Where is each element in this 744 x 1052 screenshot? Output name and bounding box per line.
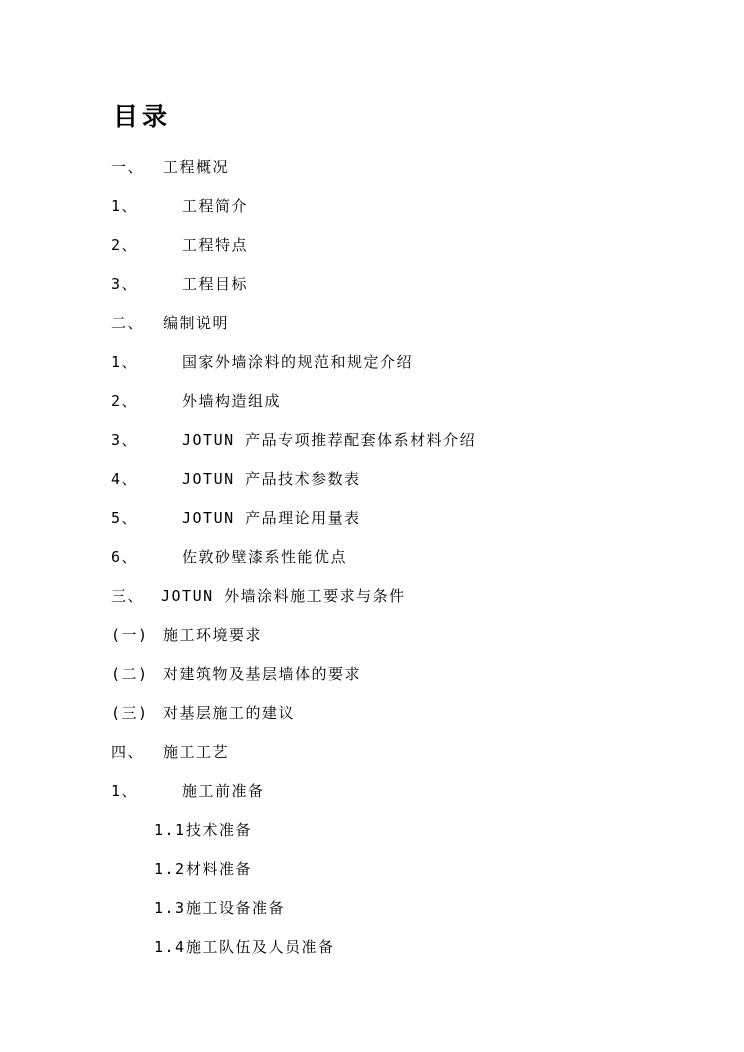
toc-entry-number: 1.1 [154, 821, 186, 839]
toc-entry-number: 3、 [111, 431, 139, 449]
toc-entry-text: 施工队伍及人员准备 [186, 938, 335, 956]
toc-entry-number: 1.2 [154, 860, 186, 878]
toc-entry-number: 4、 [111, 470, 139, 488]
toc-entry-number: 2、 [111, 392, 139, 410]
toc-entry-number: 三、 [111, 587, 145, 605]
toc-entry-text: 工程目标 [182, 275, 249, 293]
toc-entry-text: 工程简介 [182, 197, 249, 215]
toc-entry-text: 对建筑物及基层墙体的要求 [163, 665, 362, 683]
toc-entry-text: 施工环境要求 [163, 626, 263, 644]
toc-entry-number: 6、 [111, 548, 139, 566]
toc-entry-text: JOTUN 外墙涂料施工要求与条件 [161, 587, 406, 605]
toc-entry-number: 5、 [111, 509, 139, 527]
toc-entry-number: 1、 [111, 782, 139, 800]
toc-entry-text: 国家外墙涂料的规范和规定介绍 [182, 353, 414, 371]
toc-entry-text: 工程概况 [163, 158, 230, 176]
toc-entry-text: 外墙构造组成 [182, 392, 282, 410]
toc-entry-number: (一) [111, 626, 149, 644]
toc-entry-number: 3、 [111, 275, 139, 293]
toc-entry-number: 2、 [111, 236, 139, 254]
toc-entry-number: (三) [111, 704, 149, 722]
toc-entry-text: 佐敦砂壁漆系性能优点 [182, 548, 348, 566]
toc-entry-number: 二、 [111, 314, 145, 332]
toc-entry-text: JOTUN 产品技术参数表 [182, 470, 361, 488]
toc-entry-number: 1、 [111, 353, 139, 371]
toc-entry-number: 1、 [111, 197, 139, 215]
toc-entry-text: 施工前准备 [182, 782, 265, 800]
toc-entry-number: (二) [111, 665, 149, 683]
toc-entry-text: JOTUN 产品理论用量表 [182, 509, 361, 527]
toc-entry-text: 材料准备 [186, 860, 253, 878]
toc-entry-text: 施工工艺 [163, 743, 230, 761]
toc-entry-number: 四、 [111, 743, 145, 761]
toc-entry-text: 编制说明 [163, 314, 230, 332]
toc-entry-number: 一、 [111, 158, 145, 176]
toc-entry-number: 1.4 [154, 938, 186, 956]
page-title: 目录 [113, 102, 172, 131]
toc-entry-number: 1.3 [154, 899, 186, 917]
toc-entry-text: 对基层施工的建议 [163, 704, 296, 722]
toc-entry-text: 工程特点 [182, 236, 249, 254]
toc-entry-text: 技术准备 [186, 821, 253, 839]
toc-entry-text: JOTUN 产品专项推荐配套体系材料介绍 [182, 431, 477, 449]
toc-entry-text: 施工设备准备 [186, 899, 286, 917]
